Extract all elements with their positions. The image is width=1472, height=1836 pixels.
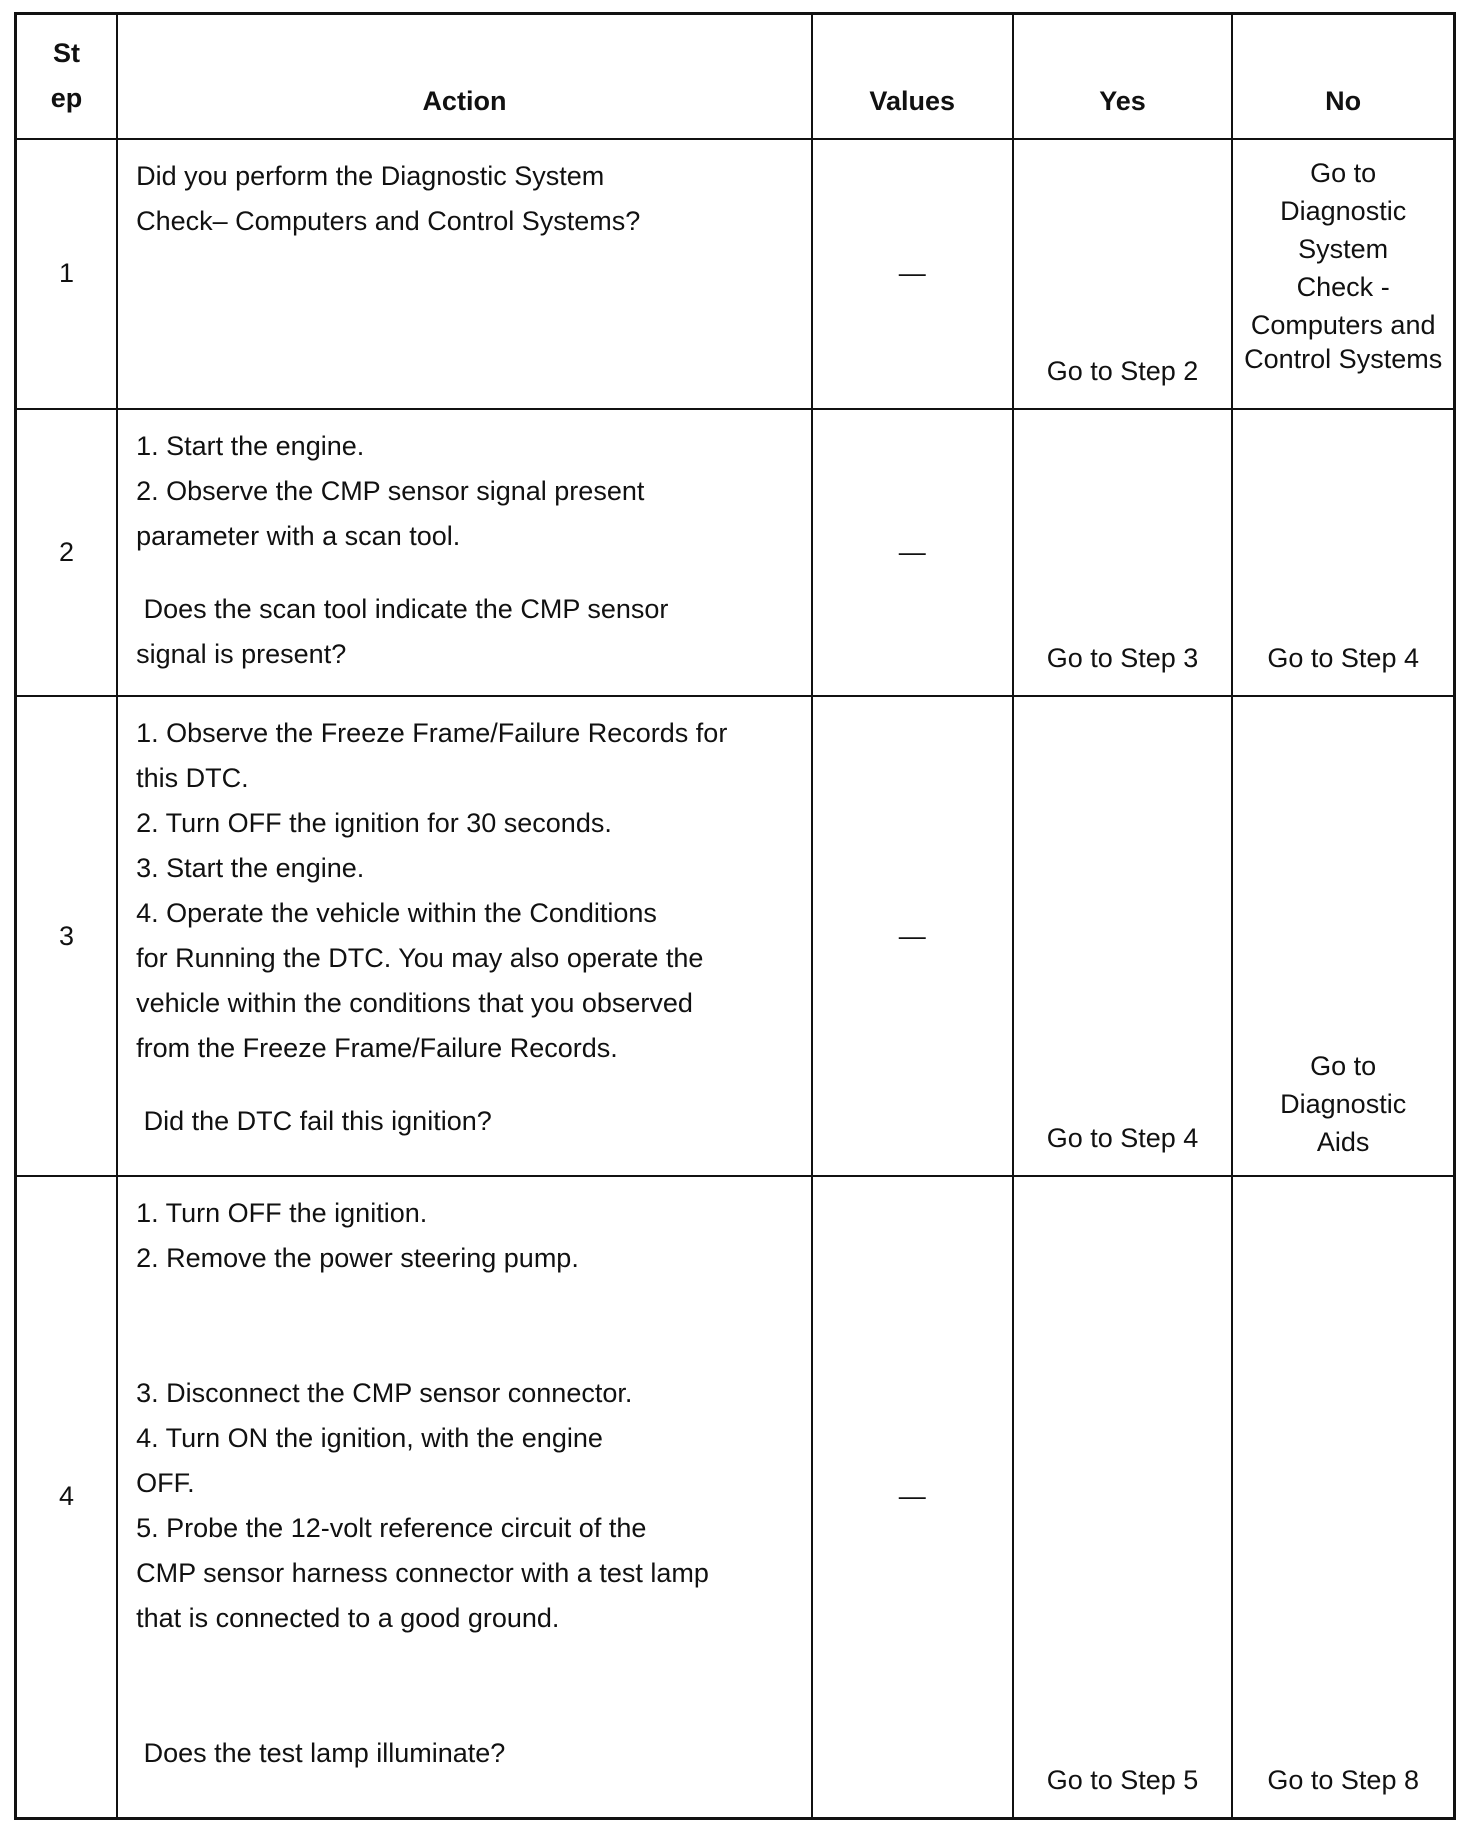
header-row	[16, 14, 1455, 139]
no-line: Computers and	[1250, 309, 1436, 340]
action-question: Did the DTC fail this ignition?	[136, 1106, 492, 1137]
header-no: No	[1232, 14, 1454, 139]
action-line: Check– Computers and Control Systems?	[136, 205, 641, 236]
action-question: signal is present?	[136, 638, 347, 669]
action-cell	[117, 1176, 812, 1819]
no-cell: Go to Step 4	[1232, 409, 1454, 696]
header-yes: Yes	[1013, 14, 1233, 139]
action-line: parameter with a scan tool.	[136, 520, 461, 551]
action-cell	[117, 409, 812, 696]
no-line: Check -	[1296, 271, 1390, 302]
action-line: this DTC.	[136, 763, 249, 794]
action-line: 3. Start the engine.	[136, 853, 365, 884]
action-question: Does the test lamp illuminate?	[136, 1737, 506, 1768]
action-line: 2. Observe the CMP sensor signal present	[136, 475, 645, 506]
action-line: 1. Turn OFF the ignition.	[136, 1197, 428, 1228]
no-line: Go to	[1310, 157, 1377, 188]
values-cell: —	[812, 696, 1013, 1176]
action-cell	[117, 696, 812, 1176]
header-action: Action	[117, 14, 812, 139]
action-line: 1. Start the engine.	[136, 430, 365, 461]
step-number: 2	[16, 409, 118, 696]
action-line: 5. Probe the 12-volt reference circuit of the	[136, 1512, 647, 1543]
action-line: 1. Observe the Freeze Frame/Failure Records for	[136, 718, 728, 749]
table-row	[16, 139, 1455, 409]
action-line: for Running the DTC. You may also operate the	[136, 943, 704, 974]
action-line: that is connected to a good ground.	[136, 1602, 560, 1633]
header-step-line-1: St	[53, 38, 81, 69]
action-line: OFF.	[136, 1467, 195, 1498]
step-number: 1	[16, 139, 118, 409]
header-values: Values	[812, 14, 1013, 139]
step-number: 4	[16, 1176, 118, 1819]
no-line: Control Systems	[1244, 343, 1443, 374]
no-line: Go to	[1310, 1050, 1377, 1081]
action-cell	[117, 139, 812, 409]
action-line: 4. Turn ON the ignition, with the engine	[136, 1422, 603, 1453]
table-row	[16, 1176, 1455, 1819]
action-line: 2. Remove the power steering pump.	[136, 1242, 579, 1273]
no-cell	[1232, 139, 1454, 409]
action-question: Does the scan tool indicate the CMP sensor	[136, 593, 669, 624]
action-line: 4. Operate the vehicle within the Conditions	[136, 898, 657, 929]
no-cell: Go to Step 8	[1232, 1176, 1454, 1819]
values-cell: —	[812, 139, 1013, 409]
values-cell: —	[812, 409, 1013, 696]
no-cell	[1232, 696, 1454, 1176]
action-line: from the Freeze Frame/Failure Records.	[136, 1033, 618, 1064]
table-row	[16, 409, 1455, 696]
no-line: Diagnostic	[1280, 195, 1407, 226]
yes-cell: Go to Step 2	[1013, 139, 1233, 409]
no-line: Aids	[1316, 1126, 1370, 1157]
action-line: 3. Disconnect the CMP sensor connector.	[136, 1377, 633, 1408]
yes-cell: Go to Step 3	[1013, 409, 1233, 696]
yes-cell: Go to Step 4	[1013, 696, 1233, 1176]
action-line: vehicle within the conditions that you observed	[136, 988, 693, 1019]
header-step-line-2: ep	[50, 83, 83, 114]
diagnostic-table	[14, 12, 1456, 1820]
action-line: CMP sensor harness connector with a test lamp	[136, 1557, 709, 1588]
header-step	[16, 14, 118, 139]
yes-cell: Go to Step 5	[1013, 1176, 1233, 1819]
table-row	[16, 696, 1455, 1176]
no-line: System	[1298, 233, 1389, 264]
no-line: Diagnostic	[1280, 1088, 1407, 1119]
action-line: 2. Turn OFF the ignition for 30 seconds.	[136, 808, 612, 839]
action-line: Did you perform the Diagnostic System	[136, 160, 605, 191]
step-number: 3	[16, 696, 118, 1176]
values-cell: —	[812, 1176, 1013, 1819]
